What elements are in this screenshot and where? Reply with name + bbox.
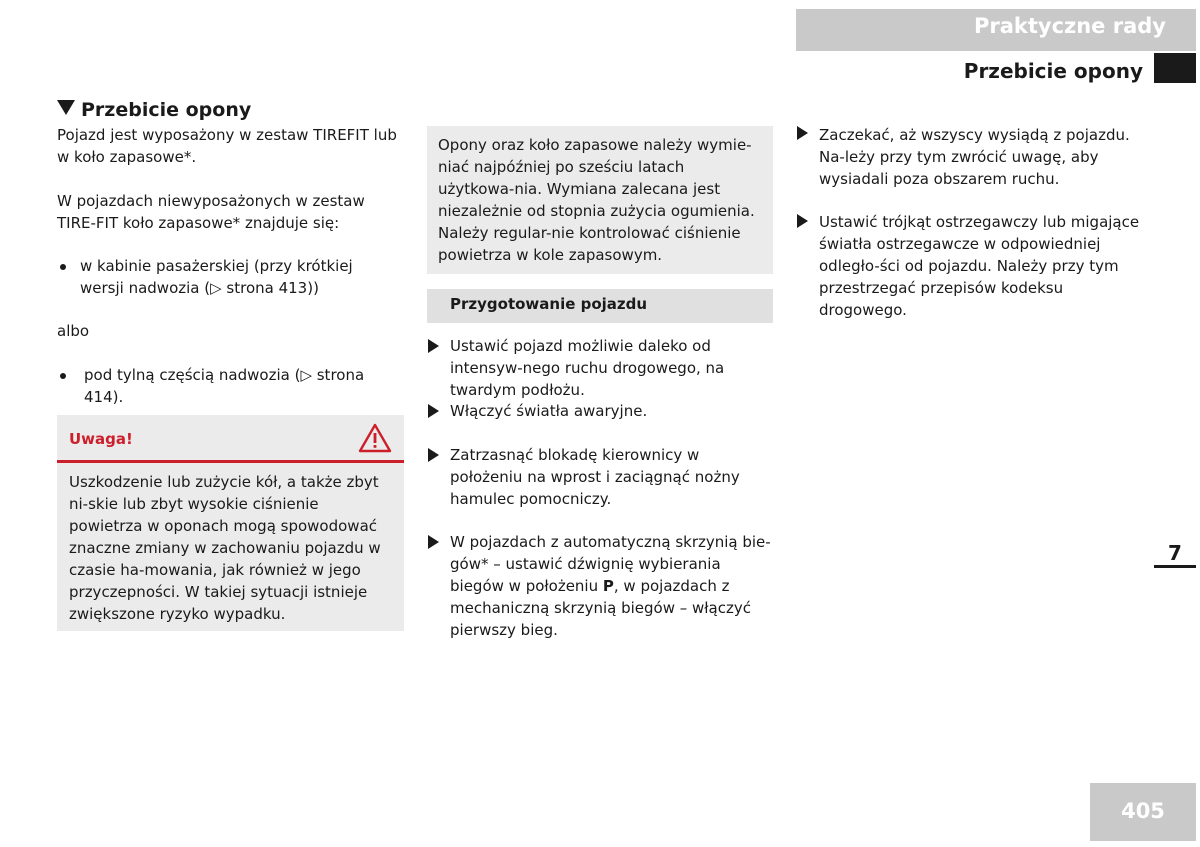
note-text: Opony oraz koło zapasowe należy wymie-niać najpóźniej po sześciu latach użytkowa-nia. Wymiana zalecana jest niezależnie od stopnia zużycia ogumienia. Należy regular-nie kontrolować ciśnienie powietrza w kole zapasowym. (438, 136, 755, 264)
step-item: Zaczekać, aż wszyscy wysiądą z pojazdu. Na-leży przy tym zwrócić uwagę, aby wysiadali poza obszarem ruchu. (819, 126, 1130, 188)
step-arrow-icon (797, 214, 808, 228)
step-arrow-icon (428, 339, 439, 353)
gear-position: P (602, 577, 614, 595)
step-text-start: W pojazdach z automatyczną skrzynią bie-gów* – ustawić dźwignię wybierania biegów w położeniu (450, 533, 771, 595)
section-header (427, 289, 773, 323)
step-arrow-icon (428, 535, 439, 549)
page-number: 405 (1090, 783, 1196, 841)
step-item (450, 531, 776, 641)
page-heading (57, 98, 251, 122)
bullet-item-underbody: pod tylną częścią nadwozia (▷ strona 414). (84, 366, 365, 406)
chapter-title: Praktyczne rady (796, 9, 1196, 51)
warning-title: Uwaga! (69, 430, 133, 448)
intro-paragraph: Pojazd jest wyposażony w zestaw TIREFIT lub w koło zapasowe*. (57, 126, 397, 166)
page-heading-text: Przebicie opony (81, 99, 252, 121)
location-paragraph: W pojazdach niewyposażonych w zestaw TIRE-FIT koło zapasowe* znajduje się: (57, 192, 365, 232)
or-text: albo (57, 322, 90, 340)
step-item: Ustawić trójkąt ostrzegawczy lub migające światła ostrzegawcze w odpowiedniej odległo-ści od pojazdu. Należy przy tym przestrzegać przepisów kodeksu drogowego. (819, 213, 1140, 319)
step-item: Włączyć światła awaryjne. (450, 402, 648, 420)
warning-triangle-icon (358, 422, 392, 454)
step-arrow-icon (797, 126, 808, 140)
step-item: Zatrzasnąć blokadę kierownicy w położeniu na wprost i zaciągnąć nożny hamulec pomocniczy. (450, 446, 740, 508)
step-arrow-icon (428, 404, 439, 418)
step-arrow-icon (428, 448, 439, 462)
step-text-end: , w pojazdach z mechaniczną skrzynią biegów – włączyć pierwszy bieg. (450, 577, 751, 639)
step-item: Ustawić pojazd możliwie daleko od intensyw-nego ruchu drogowego, na twardym podłożu. (450, 337, 725, 399)
header-marker (1154, 53, 1196, 83)
section-header-title: Przygotowanie pojazdu (450, 295, 648, 313)
warning-text: Uszkodzenie lub zużycie kół, a także zbyt ni-skie lub zbyt wysokie ciśnienie powietrza w oponach mogą spowodować znaczne zmiany w zachowaniu pojazdu w czasie ha-mowania, jak również w jego przyczepności. W takiej sytuacji istnieje zwiększone ryzyko wypadku. (69, 473, 381, 623)
chapter-tab: 7 (1154, 538, 1196, 568)
section-title: Przebicie opony (963, 59, 1143, 83)
warning-box (57, 415, 404, 631)
warning-divider (57, 460, 404, 463)
bullet-dot (60, 264, 66, 270)
bullet-item-cabin: w kabinie pasażerskiej (przy krótkiej wersji nadwozia (▷ strona 413)) (80, 257, 353, 297)
bullet-dot (60, 373, 66, 379)
note-box (427, 126, 773, 274)
triangle-down-icon (57, 100, 75, 115)
